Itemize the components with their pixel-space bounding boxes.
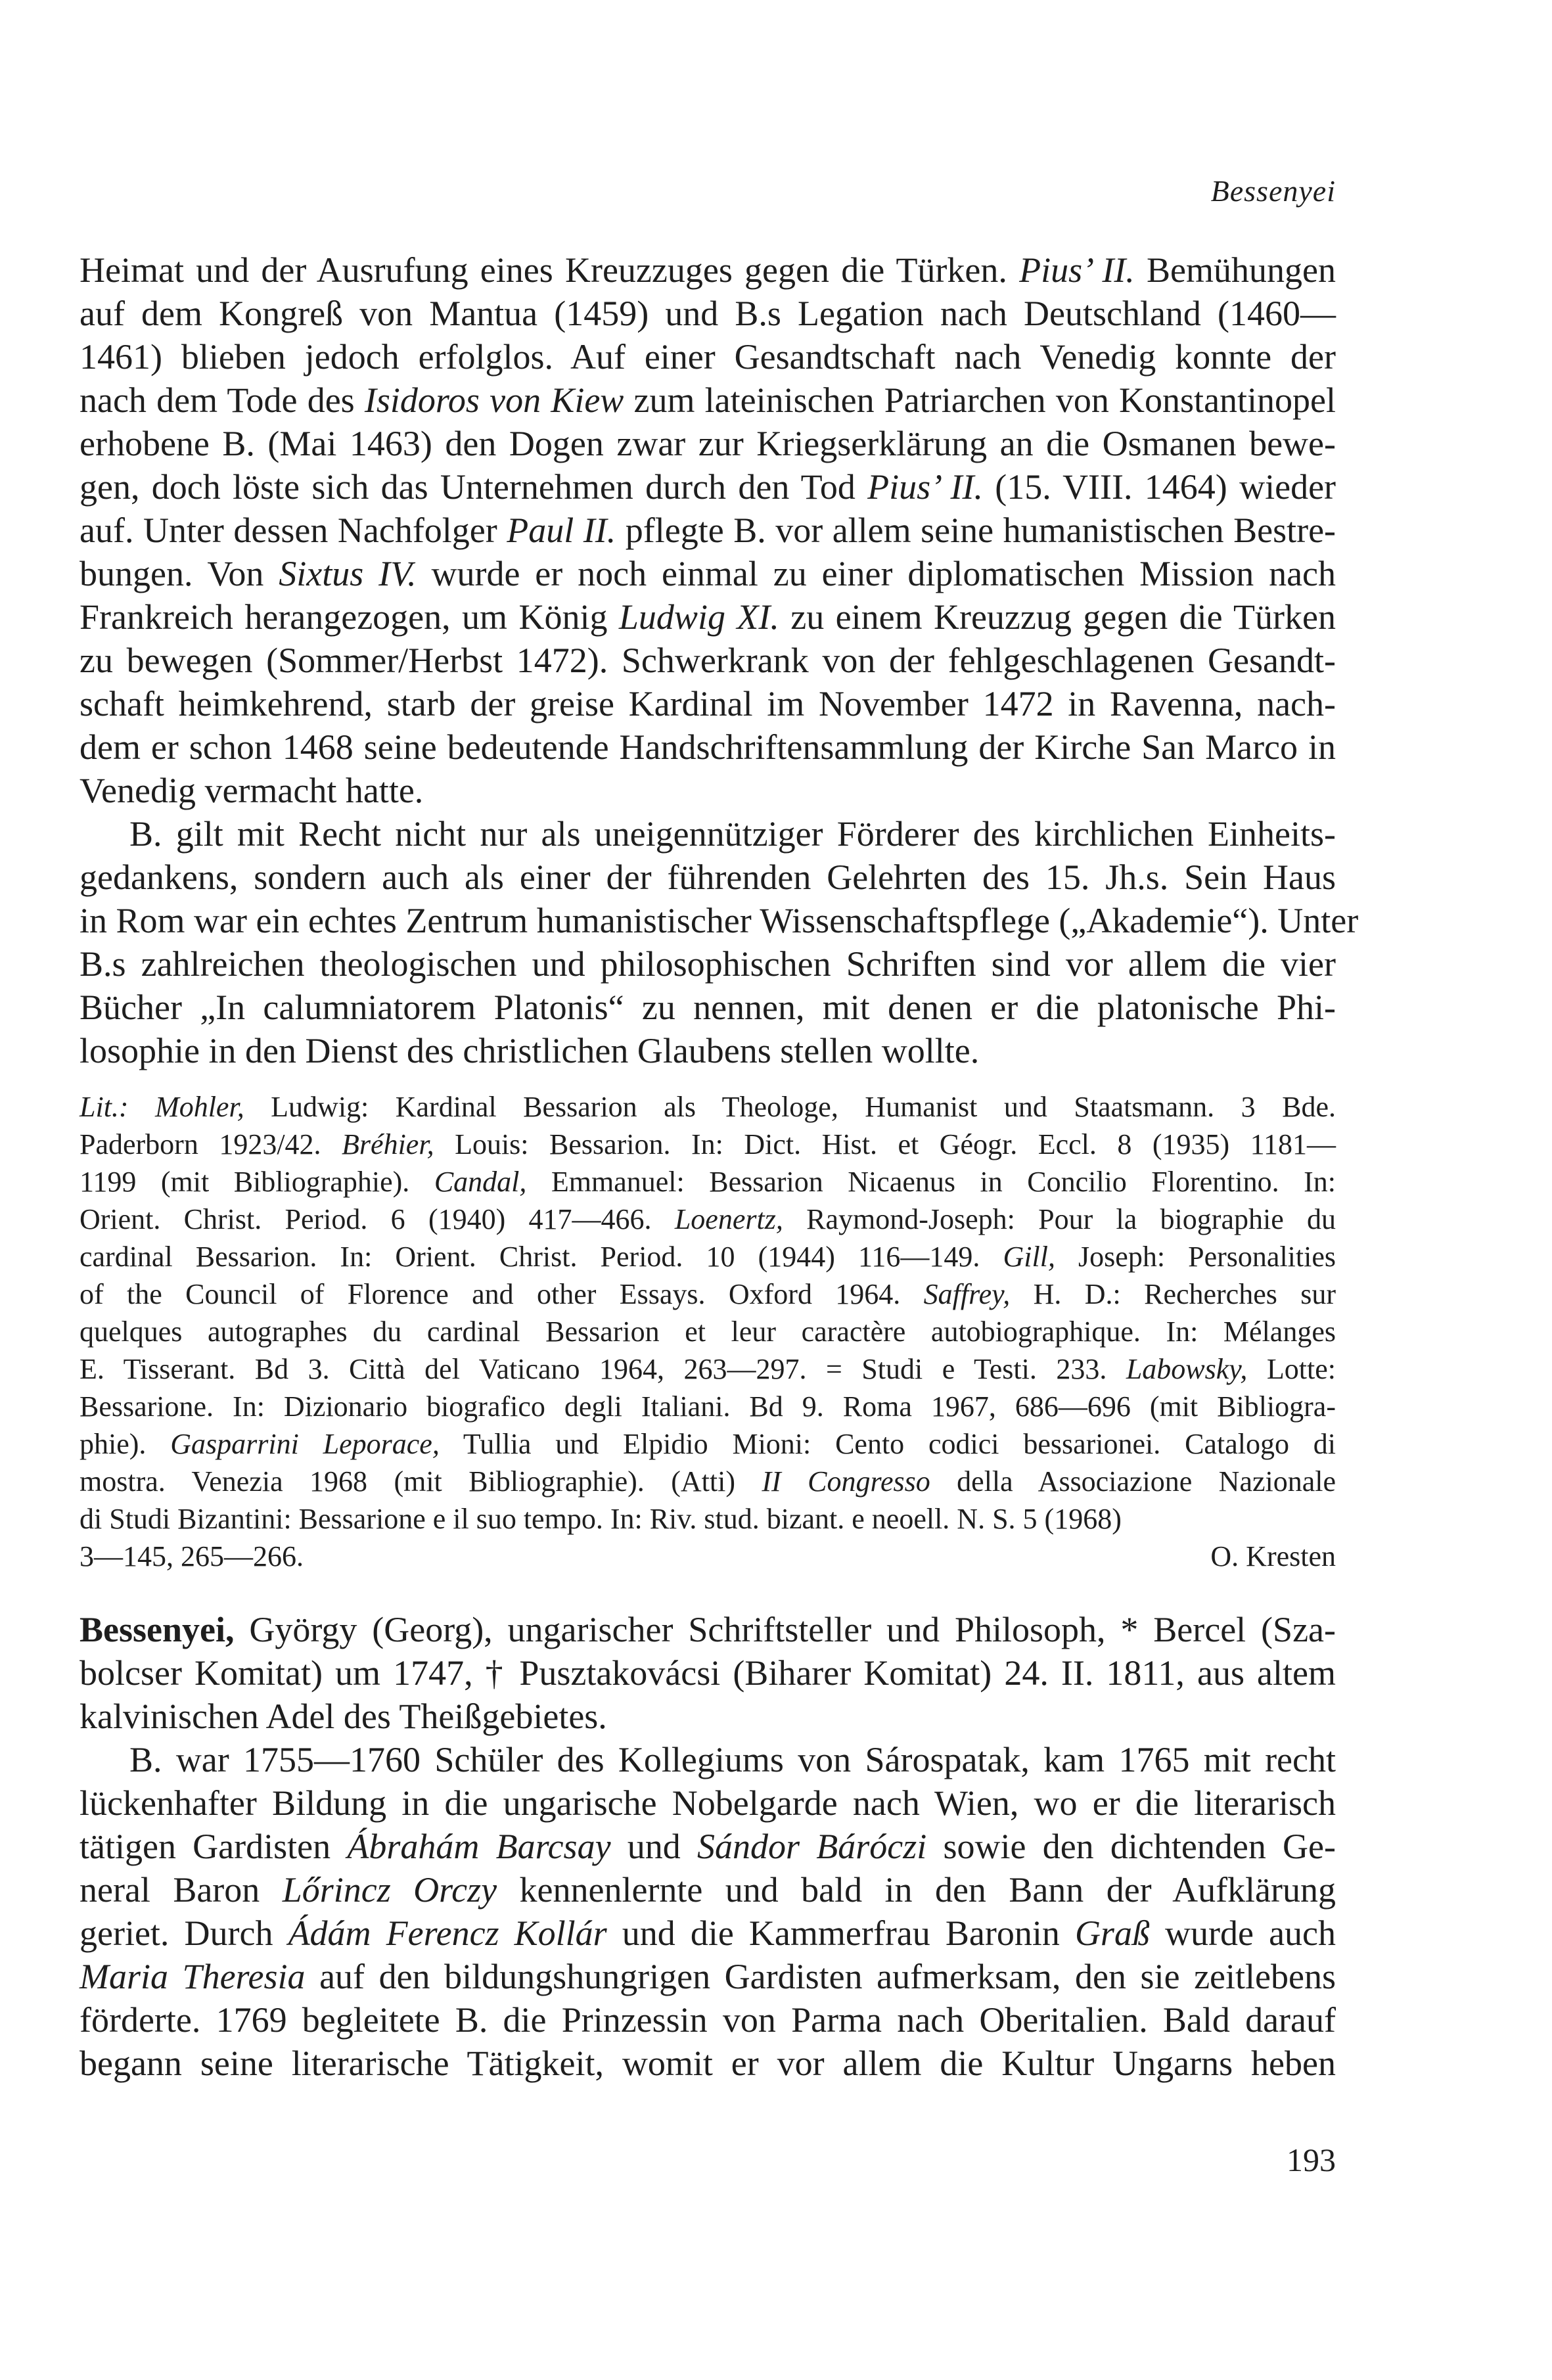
text-run: tätigen Gardisten bbox=[80, 1827, 348, 1866]
text-run: Raymond-Joseph: Pour la biographie du bbox=[783, 1203, 1336, 1235]
text-run: auf. Unter dessen Nachfolger bbox=[80, 511, 507, 550]
text-run: B.s zahlreichen theologischen und philosophischen Schriften sind vor allem die vier bbox=[80, 944, 1336, 984]
italic-name: Ábrahám Barcsay bbox=[347, 1827, 611, 1866]
italic-name: Gasparrini Leporace, bbox=[170, 1428, 440, 1460]
text-run: E. Tisserant. Bd 3. Città del Vaticano 1964, 263—297. = Studi e Testi. 233. bbox=[80, 1353, 1126, 1385]
italic-name: II Congresso bbox=[762, 1465, 930, 1498]
text-run: B. gilt mit Recht nicht nur als uneigennütziger Förderer des kirchlichen Einheits- bbox=[129, 814, 1336, 854]
italic-name: Loenertz, bbox=[674, 1203, 783, 1235]
author-signoff: O. Kresten bbox=[1210, 1540, 1336, 1572]
text-line bbox=[80, 1738, 1336, 1781]
text-run: H. D.: Recherches sur bbox=[1010, 1278, 1336, 1310]
text-line bbox=[80, 2042, 1336, 2085]
paragraph-1 bbox=[80, 248, 1336, 812]
text-line bbox=[80, 509, 1336, 552]
italic-name: Ludwig XI. bbox=[618, 597, 779, 637]
text-line bbox=[80, 335, 1336, 378]
text-run: Joseph: Personalities bbox=[1055, 1241, 1336, 1273]
text-run: zu bewegen (Sommer/Herbst 1472). Schwerkrank von der fehlgeschlagenen Gesandt- bbox=[80, 641, 1336, 680]
text-line bbox=[80, 899, 1359, 942]
text-run: gen, doch löste sich das Unternehmen durch den Tod bbox=[80, 467, 868, 507]
italic-name: Lit.: bbox=[80, 1091, 129, 1123]
text-run: di Studi Bizantini: Bessarione e il suo tempo. In: Riv. stud. bizant. e neoell. N. S. 5 (1968) bbox=[80, 1503, 1122, 1535]
text-run: dem er schon 1468 seine bedeutende Handschriftensammlung der Kirche San Marco in bbox=[80, 727, 1336, 767]
text-line bbox=[80, 1868, 1336, 1911]
text-run: gedankens, sondern auch als einer der führenden Gelehrten des 15. Jh.s. Sein Haus bbox=[80, 858, 1336, 897]
literature-end: 3—145, 265—266. bbox=[80, 1540, 304, 1572]
text-run: schaft heimkehrend, starb der greise Kardinal im November 1472 in Ravenna, nach- bbox=[80, 684, 1336, 723]
text-line bbox=[80, 595, 1336, 639]
text-line bbox=[80, 552, 1336, 595]
text-line bbox=[80, 1388, 1336, 1425]
italic-name: Paul II. bbox=[507, 511, 616, 550]
text-run: 1199 (mit Bibliographie). bbox=[80, 1166, 434, 1198]
running-head: Bessenyei bbox=[1210, 174, 1336, 208]
text-run: sowie den dichtenden Ge- bbox=[926, 1827, 1336, 1866]
text-run: auf dem Kongreß von Mantua (1459) und B.s Legation nach Deutschland (1460— bbox=[80, 294, 1336, 333]
text-run: Heimat und der Ausrufung eines Kreuzzuges gegen die Türken. bbox=[80, 250, 1020, 290]
text-run: Bemühungen bbox=[1134, 250, 1336, 290]
text-line bbox=[80, 1313, 1336, 1350]
italic-name: Lőrincz Orczy bbox=[282, 1870, 497, 1910]
text-run: kennenlernte und bald in den Bann der Aufklärung bbox=[497, 1870, 1336, 1910]
text-run: of the Council of Florence and other Essays. Oxford 1964. bbox=[80, 1278, 924, 1310]
text-run: neral Baron bbox=[80, 1870, 283, 1910]
text-run: bolcser Komitat) um 1747, † Pusztakovácsi (Biharer Komitat) 24. II. 1811, aus altem bbox=[80, 1653, 1336, 1693]
text-run: Frankreich herangezogen, um König bbox=[80, 597, 619, 637]
text-run: quelques autographes du cardinal Bessarion et leur caractère autobiographique. In: Mélanges bbox=[80, 1316, 1336, 1348]
text-line bbox=[80, 1029, 1336, 1072]
text-run: Venedig vermacht hatte. bbox=[80, 771, 424, 810]
italic-name: Candal, bbox=[434, 1166, 527, 1198]
text-run: Emmanuel: Bessarion Nicaenus in Concilio Florentino. In: bbox=[526, 1166, 1336, 1198]
text-line bbox=[80, 942, 1336, 986]
text-run: begann seine literarische Tätigkeit, womit er vor allem die Kultur Ungarns heben bbox=[80, 2044, 1336, 2083]
text-run: erhobene B. (Mai 1463) den Dogen zwar zur Kriegserklärung an die Osmanen bewe- bbox=[80, 424, 1336, 463]
italic-name: Graß bbox=[1074, 1913, 1150, 1953]
text-line bbox=[80, 1463, 1336, 1500]
text-line bbox=[80, 1088, 1336, 1126]
text-line bbox=[80, 639, 1336, 682]
text-run: Bücher „In calumniatorem Platonis“ zu nennen, mit denen er die platonische Phi- bbox=[80, 988, 1336, 1027]
text-line bbox=[80, 986, 1336, 1029]
body-text bbox=[80, 248, 1359, 2085]
text-line bbox=[80, 856, 1336, 899]
italic-name: Saffrey, bbox=[923, 1278, 1011, 1310]
text-line bbox=[80, 1350, 1336, 1388]
text-run: phie). bbox=[80, 1428, 171, 1460]
text-line bbox=[80, 1695, 1336, 1738]
text-run: della Associazione Nazionale bbox=[930, 1465, 1336, 1498]
entry-paragraph bbox=[80, 1738, 1336, 2085]
text-run: nach dem Tode des bbox=[80, 380, 365, 420]
text-run: Lotte: bbox=[1247, 1353, 1336, 1385]
italic-name: Ádám Ferencz Kollár bbox=[288, 1913, 607, 1953]
text-run: Paderborn 1923/42. bbox=[80, 1128, 342, 1160]
italic-name: Sixtus IV. bbox=[279, 554, 417, 593]
text-line bbox=[80, 1201, 1336, 1238]
literature-section bbox=[80, 1088, 1336, 1575]
text-line bbox=[80, 1781, 1336, 1825]
text-run: in Rom war ein echtes Zentrum humanistischer Wissenschaftspflege („Akademie“). Unter bbox=[80, 901, 1359, 940]
text-run: B. war 1755—1760 Schüler des Kollegiums von Sárospatak, kam 1765 mit recht bbox=[129, 1740, 1336, 1779]
text-line bbox=[80, 1500, 1336, 1538]
text-line bbox=[80, 292, 1336, 335]
text-line bbox=[80, 1126, 1336, 1163]
text-line bbox=[80, 1608, 1336, 1651]
text-run: mostra. Venezia 1968 (mit Bibliographie). (Atti) bbox=[80, 1465, 762, 1498]
text-run: (15. VIII. 1464) wieder bbox=[982, 467, 1336, 507]
italic-name: Labowsky, bbox=[1126, 1353, 1248, 1385]
italic-name: Sándor Báróczi bbox=[697, 1827, 927, 1866]
text-run: und die Kammerfrau Baronin bbox=[606, 1913, 1075, 1953]
italic-name: Pius’ II. bbox=[1019, 250, 1135, 290]
paragraph-2 bbox=[80, 812, 1359, 1072]
literature-list bbox=[80, 1088, 1336, 1538]
text-line bbox=[80, 422, 1336, 465]
text-line bbox=[80, 1163, 1336, 1201]
text-run: zum lateinischen Patriarchen von Konstantinopel bbox=[624, 380, 1336, 420]
text-run: zu einem Kreuzzug gegen die Türken bbox=[779, 597, 1336, 637]
text-line bbox=[80, 725, 1336, 769]
text-run: wurde er noch einmal zu einer diplomatischen Mission nach bbox=[416, 554, 1336, 593]
italic-name: Gill, bbox=[1003, 1241, 1055, 1273]
text-run: Ludwig: Kardinal Bessarion als Theologe, Humanist und Staatsmann. 3 Bde. bbox=[244, 1091, 1336, 1123]
entry-header bbox=[80, 1608, 1336, 1738]
text-line bbox=[80, 1825, 1336, 1868]
italic-name: Pius’ II. bbox=[867, 467, 983, 507]
page-number: 193 bbox=[1287, 2141, 1336, 2178]
text-run: losophie in den Dienst des christlichen Glaubens stellen wollte. bbox=[80, 1031, 980, 1070]
text-line bbox=[80, 1651, 1336, 1695]
italic-name: Mohler, bbox=[155, 1091, 244, 1123]
text-run: wurde auch bbox=[1149, 1913, 1336, 1953]
text-run: kalvinischen Adel des Theißgebietes. bbox=[80, 1697, 607, 1736]
text-line bbox=[80, 248, 1336, 292]
text-run: auf den bildungshungrigen Gardisten aufmerksam, den sie zeitlebens bbox=[305, 1957, 1336, 1996]
text-run bbox=[129, 1091, 155, 1123]
text-run: cardinal Bessarion. In: Orient. Christ. Period. 10 (1944) 116—149. bbox=[80, 1241, 1003, 1273]
text-line bbox=[80, 1911, 1336, 1955]
text-run: geriet. Durch bbox=[80, 1913, 288, 1953]
text-run: Bessarione. In: Dizionario biografico degli Italiani. Bd 9. Roma 1967, 686—696 (mit Bibliogra- bbox=[80, 1390, 1336, 1423]
text-run: 1461) blieben jedoch erfolglos. Auf einer Gesandtschaft nach Venedig konnte der bbox=[80, 337, 1336, 377]
text-run: bungen. Von bbox=[80, 554, 279, 593]
text-run: György (Georg), ungarischer Schriftsteller und Philosoph, * Bercel (Sza- bbox=[234, 1610, 1336, 1649]
literature-last-line bbox=[80, 1538, 1336, 1575]
text-line bbox=[80, 378, 1336, 422]
text-line bbox=[80, 812, 1336, 856]
text-run: und bbox=[610, 1827, 698, 1866]
italic-name: Bréhier, bbox=[342, 1128, 434, 1160]
text-line bbox=[80, 465, 1336, 509]
text-run: Orient. Christ. Period. 6 (1940) 417—466. bbox=[80, 1203, 675, 1235]
italic-name: Isidoros von Kiew bbox=[364, 380, 624, 420]
text-line bbox=[80, 1238, 1336, 1275]
italic-name: Maria Theresia bbox=[80, 1957, 306, 1996]
text-run: Tullia und Elpidio Mioni: Cento codici bessarionei. Catalogo di bbox=[439, 1428, 1336, 1460]
text-run: Louis: Bessarion. In: Dict. Hist. et Géogr. Eccl. 8 (1935) 1181— bbox=[434, 1128, 1336, 1160]
book-page bbox=[80, 0, 1359, 2380]
text-line bbox=[80, 1275, 1336, 1313]
text-line bbox=[80, 1998, 1336, 2042]
text-line bbox=[80, 1425, 1336, 1463]
text-line bbox=[80, 1955, 1336, 1998]
text-line bbox=[80, 769, 1336, 812]
text-line bbox=[80, 682, 1336, 725]
text-run: pflegte B. vor allem seine humanistischen Bestre- bbox=[616, 511, 1336, 550]
text-run: lückenhafter Bildung in die ungarische Nobelgarde nach Wien, wo er die literarisch bbox=[80, 1783, 1336, 1823]
entry-headword: Bessenyei, bbox=[80, 1610, 235, 1649]
text-run: förderte. 1769 begleitete B. die Prinzessin von Parma nach Oberitalien. Bald darauf bbox=[80, 2000, 1336, 2040]
